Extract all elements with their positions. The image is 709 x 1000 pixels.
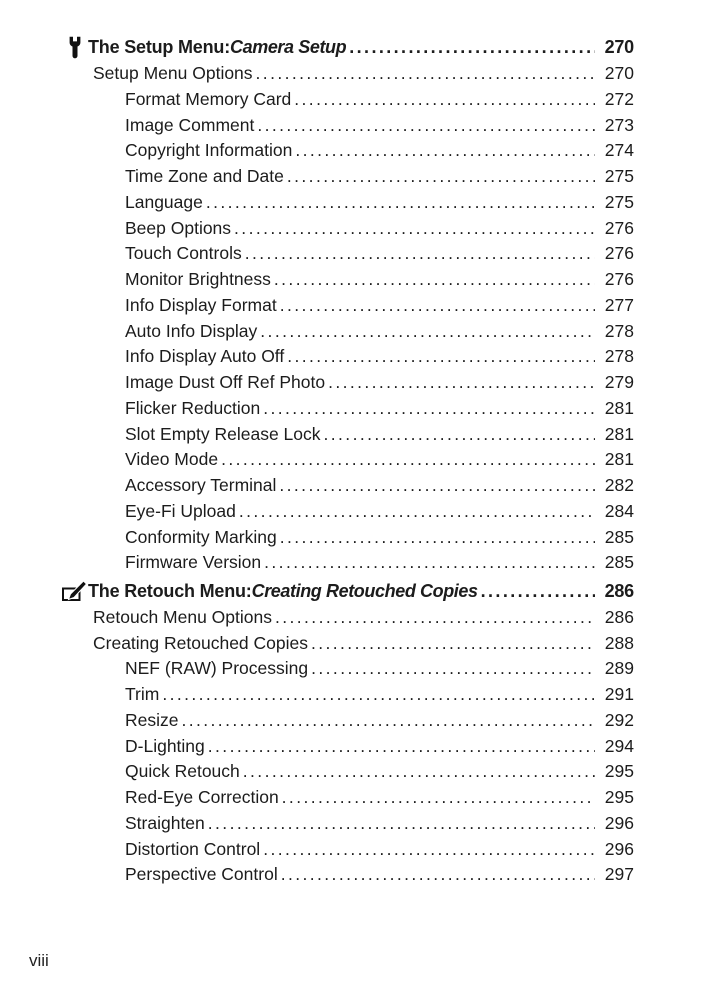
page-number-footer: viii	[29, 951, 49, 970]
toc-entry[interactable]	[68, 370, 634, 396]
toc-entry[interactable]	[68, 473, 634, 499]
toc-entry[interactable]	[68, 87, 634, 113]
toc-entry[interactable]	[68, 524, 634, 550]
toc-entry-page: 285	[604, 526, 634, 547]
toc-entry-label: Video Mode	[125, 449, 219, 470]
toc-entry-label: Firmware Version	[125, 552, 262, 573]
dot-leader	[263, 398, 595, 419]
toc-entry-page: 294	[604, 735, 634, 756]
toc-entry[interactable]	[68, 421, 634, 447]
dot-leader	[279, 475, 595, 496]
toc-entry-page: 296	[604, 838, 634, 859]
toc-entry-label: Touch Controls	[125, 243, 242, 264]
toc-entry[interactable]	[68, 35, 634, 61]
toc-entry-page: 277	[604, 294, 634, 315]
toc-entry-label: Monitor Brightness	[125, 269, 271, 290]
toc-entry-label: Resize	[125, 709, 179, 730]
toc-entry[interactable]	[68, 499, 634, 525]
toc-entry-page: 288	[604, 632, 634, 653]
toc-entry[interactable]	[68, 396, 634, 422]
toc-entry[interactable]	[68, 733, 634, 759]
toc-entry-page: 272	[604, 88, 634, 109]
toc-entry-page: 281	[604, 449, 634, 470]
dot-leader	[311, 633, 595, 654]
toc-entry-label: Creating Retouched Copies	[93, 632, 308, 653]
toc-entry-page: 276	[604, 269, 634, 290]
toc-entry-label: NEF (RAW) Processing	[125, 658, 309, 679]
toc-entry[interactable]	[68, 656, 634, 682]
toc-entry[interactable]	[68, 836, 634, 862]
retouch-icon	[62, 581, 87, 602]
toc-entry-page: 281	[604, 423, 634, 444]
toc-entry-label: Beep Options	[125, 217, 232, 238]
dot-leader	[275, 607, 595, 628]
toc-entry[interactable]	[68, 630, 634, 656]
toc-entry[interactable]	[68, 785, 634, 811]
toc-entry-page: 284	[604, 500, 634, 521]
toc-list	[68, 35, 634, 888]
toc-entry-label: Accessory Terminal	[125, 475, 277, 496]
toc-entry-subtitle: Creating Retouched Copies	[251, 581, 478, 602]
toc-entry[interactable]	[68, 241, 634, 267]
toc-entry-page: 275	[604, 166, 634, 187]
toc-entry-label: Image Comment	[125, 114, 255, 135]
toc-entry-page: 296	[604, 812, 634, 833]
toc-entry-label: Info Display Auto Off	[125, 346, 285, 367]
dot-leader	[264, 552, 595, 573]
dot-leader	[208, 813, 595, 834]
dot-leader	[260, 321, 595, 342]
toc-entry-page: 281	[604, 397, 634, 418]
wrench-icon	[68, 36, 87, 59]
dot-leader	[282, 787, 595, 808]
toc-entry-label: Language	[125, 191, 203, 212]
dot-leader	[234, 218, 595, 239]
toc-entry-page: 295	[604, 761, 634, 782]
dot-leader	[245, 243, 595, 264]
toc-entry-page: 286	[604, 606, 634, 627]
dot-leader	[294, 89, 595, 110]
dot-leader	[280, 527, 595, 548]
dot-leader	[324, 424, 595, 445]
toc-entry-subtitle: Camera Setup	[230, 37, 347, 58]
toc-entry[interactable]	[68, 61, 634, 87]
dot-leader	[274, 269, 595, 290]
toc-entry-page: 276	[604, 243, 634, 264]
toc-entry-label: Image Dust Off Ref Photo	[125, 372, 326, 393]
toc-entry-page: 273	[604, 114, 634, 135]
dot-leader	[221, 449, 595, 470]
toc-entry-page: 289	[604, 658, 634, 679]
toc-entry-page: 297	[604, 864, 634, 885]
toc-entry[interactable]	[68, 682, 634, 708]
toc-entry-label: Perspective Control	[125, 864, 278, 885]
toc-entry[interactable]	[68, 164, 634, 190]
dot-leader	[281, 864, 595, 885]
toc-entry-page: 286	[604, 581, 634, 602]
toc-entry-label: Info Display Format	[125, 294, 277, 315]
toc-entry-page: 270	[604, 37, 634, 58]
toc-entry[interactable]	[68, 759, 634, 785]
toc-entry[interactable]	[68, 862, 634, 888]
toc-entry[interactable]	[68, 112, 634, 138]
dot-leader	[182, 710, 596, 731]
toc-entry-page: 278	[604, 320, 634, 341]
toc-entry-label: Slot Empty Release Lock	[125, 423, 321, 444]
toc-entry[interactable]	[68, 190, 634, 216]
toc-entry-label: Eye-Fi Upload	[125, 500, 236, 521]
toc-entry[interactable]	[68, 344, 634, 370]
toc-entry-label: Retouch Menu Options	[93, 606, 272, 627]
toc-entry-page: 279	[604, 372, 634, 393]
dot-leader	[257, 115, 595, 136]
toc-entry[interactable]	[68, 293, 634, 319]
toc-entry[interactable]	[68, 708, 634, 734]
toc-entry[interactable]	[68, 550, 634, 576]
toc-entry-label: Auto Info Display	[125, 320, 258, 341]
dot-leader	[287, 346, 595, 367]
dot-leader	[208, 736, 595, 757]
toc-entry-label: Format Memory Card	[125, 88, 292, 109]
toc-entry-label: D-Lighting	[125, 735, 205, 756]
dot-leader	[349, 37, 595, 58]
dot-leader	[481, 581, 595, 602]
toc-entry-label: Conformity Marking	[125, 526, 277, 547]
dot-leader	[311, 658, 595, 679]
toc-entry-page: 270	[604, 63, 634, 84]
toc-entry[interactable]	[68, 447, 634, 473]
toc-entry-page: 278	[604, 346, 634, 367]
toc-entry-label: Setup Menu Options	[93, 63, 253, 84]
dot-leader	[206, 192, 595, 213]
toc-entry-label: Copyright Information	[125, 140, 293, 161]
toc-entry-label: The Setup Menu:	[88, 37, 230, 58]
toc-entry[interactable]	[68, 215, 634, 241]
toc-entry-label: Straighten	[125, 812, 205, 833]
toc-entry-label: Trim	[125, 684, 160, 705]
toc-entry[interactable]	[68, 138, 634, 164]
dot-leader	[263, 839, 595, 860]
dot-leader	[239, 501, 595, 522]
toc-entry-label: Red-Eye Correction	[125, 787, 279, 808]
toc-entry[interactable]	[68, 318, 634, 344]
dot-leader	[256, 63, 595, 84]
dot-leader	[243, 761, 595, 782]
toc-entry-label: Quick Retouch	[125, 761, 240, 782]
toc-entry-page: 282	[604, 475, 634, 496]
toc-entry[interactable]	[68, 605, 634, 631]
dot-leader	[280, 295, 595, 316]
toc-entry-page: 276	[604, 217, 634, 238]
toc-entry[interactable]	[68, 579, 634, 605]
dot-leader	[328, 372, 595, 393]
toc-entry-page: 291	[604, 684, 634, 705]
toc-entry-label: The Retouch Menu:	[88, 581, 252, 602]
dot-leader	[287, 166, 595, 187]
dot-leader	[295, 140, 595, 161]
toc-entry[interactable]	[68, 267, 634, 293]
toc-entry-label: Flicker Reduction	[125, 397, 261, 418]
toc-entry-label: Time Zone and Date	[125, 166, 284, 187]
toc-entry-page: 274	[604, 140, 634, 161]
toc-entry[interactable]	[68, 811, 634, 837]
toc-entry-page: 275	[604, 191, 634, 212]
toc-entry-page: 295	[604, 787, 634, 808]
toc-entry-page: 292	[604, 709, 634, 730]
toc-entry-label: Distortion Control	[125, 838, 261, 859]
toc-entry-page: 285	[604, 552, 634, 573]
dot-leader	[162, 684, 595, 705]
